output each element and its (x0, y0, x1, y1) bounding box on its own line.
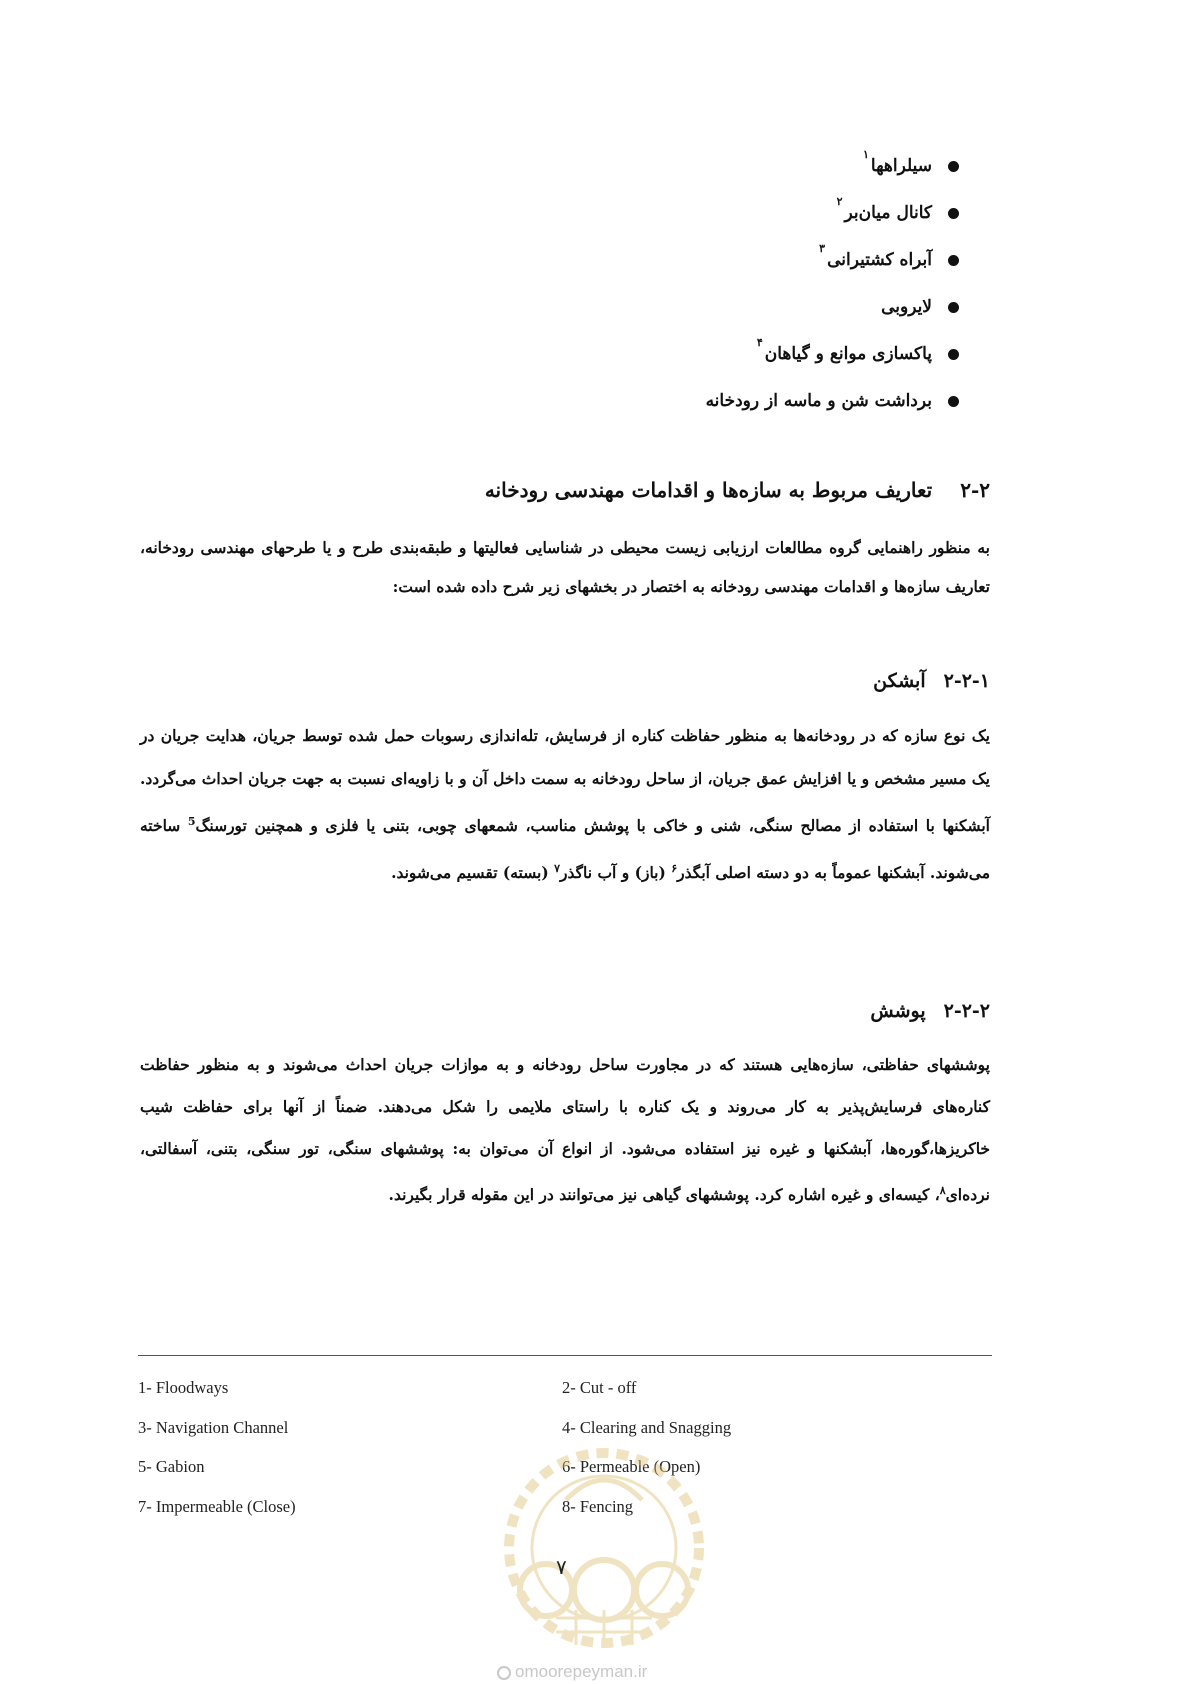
globe-icon (497, 1666, 511, 1680)
bullet-dot-icon (948, 349, 959, 360)
bullet-item: لایروبی (399, 284, 959, 331)
bullet-item: کانال میان‌بر$^۲$ (399, 190, 959, 237)
footnote: 3- Navigation Channel (138, 1418, 289, 1437)
subsection-paragraph: پوششهای حفاظتی، سازه‌هایی هستند که در مجاورت ساحل رودخانه و به موازات جریان احداث می‌شوند و به منظور حفاظت کناره‌های فرسایش‌پذیر به کار می‌روند و یک کناره با راستای ملایمی را شکل می‌دهند. ضمناً از آنها برای حفاظت شیب خاکریزها،گوره‌ها، آبشکنها و غیره نیز استفاده می‌شود. از انواع آن می‌توان به: پوششهای سنگی، تور سنگی، بتنی، آسفالتی، نرده‌ای$^۸$، کیسه‌ای و غیره اشاره کرد. پوششهای گیاهی نیز می‌توانند در این مقوله قرار بگیرند. (140, 1055, 990, 1205)
subsection-number: ۲-۲-۲ (943, 1000, 990, 1022)
section-title: تعاریف مربوط به سازه‌ها و اقدامات مهندسی رودخانه (484, 478, 933, 502)
footnote: 6- Permeable (Open) (562, 1457, 701, 1476)
bullet-item: سیلراهها$^۱$ (399, 143, 959, 190)
subsection-heading (870, 1000, 990, 1022)
subsection-number: ۲-۲-۱ (943, 670, 990, 692)
footnote-ref: ۴ (756, 336, 763, 349)
subsection-title: پوشش (870, 1000, 926, 1022)
footnote: 4- Clearing and Snagging (562, 1418, 732, 1437)
bullet-dot-icon (948, 302, 959, 313)
footnote-ref: ۲ (836, 195, 843, 208)
footnote: 7- Impermeable (Close) (138, 1497, 296, 1516)
section-number: ۲-۲ (960, 478, 990, 502)
footnote: 1- Floodways (138, 1378, 229, 1397)
subsection-heading (873, 670, 990, 692)
bullet-item: آبراه کشتیرانی$^۳$ (399, 237, 959, 284)
footnote-ref: 5 (187, 815, 196, 828)
subsection-paragraph: یک نوع سازه که در رودخانه‌ها به منظور حفاظت کناره از فرسایش، تله‌اندازی رسوبات حمل شده توسط جریان، هدایت جریان در یک مسیر مشخص و یا افزایش عمق جریان، از ساحل رودخانه به سمت داخل آن و با زاویه‌ای نسبت به جهت جریان احداث می‌گردد. آبشکنها با استفاده از مصالح سنگی، شنی و خاکی با پوشش مناسب، شمعهای چوبی، بتنی یا فلزی و همچنین تورسنگ$^5$ ساخته می‌شوند. آبشکنها عموماً به دو دسته اصلی آبگذر$^۶$ (باز) و آب ناگذر$^۷$ (بسته) تقسیم می‌شوند. (140, 726, 990, 883)
footnote-ref: ۱ (862, 148, 869, 161)
footnote: 8- Fencing (562, 1497, 634, 1516)
section-intro-paragraph: به منظور راهنمایی گروه مطالعات ارزیابی زیست محیطی در شناسایی فعالیتها و طبقه‌بندی طرح و یا طرحهای مهندسی رودخانه، تعاریف سازه‌ها و اقدامات مهندسی رودخانه به اختصار در بخشهای زیر شرح داده شده است: (140, 538, 990, 596)
footnote-ref: ۶ (671, 862, 678, 876)
watermark-seal-icon (486, 1440, 722, 1655)
watermark-text: omoorepeyman.ir (497, 1662, 647, 1682)
bullet-item: برداشت شن و ماسه از رودخانه (399, 378, 959, 425)
footnote-ref: ۳ (819, 242, 826, 255)
bullet-dot-icon (948, 396, 959, 407)
section-heading (485, 478, 990, 502)
page-number: ۷ (556, 1555, 567, 1579)
bullet-dot-icon (948, 161, 959, 172)
footnote-divider (138, 1355, 992, 1356)
footnote-ref: ۷ (554, 862, 561, 876)
bullet-item: پاکسازی موانع و گیاهان$^۴$ (399, 331, 959, 378)
footnote: 2- Cut - off (562, 1378, 637, 1397)
subsection-title: آبشکن (873, 670, 926, 692)
footnote: 5- Gabion (138, 1457, 205, 1476)
footnote-ref: ۸ (939, 1184, 946, 1197)
bullet-list (399, 143, 959, 425)
bullet-dot-icon (948, 208, 959, 219)
bullet-dot-icon (948, 255, 959, 266)
